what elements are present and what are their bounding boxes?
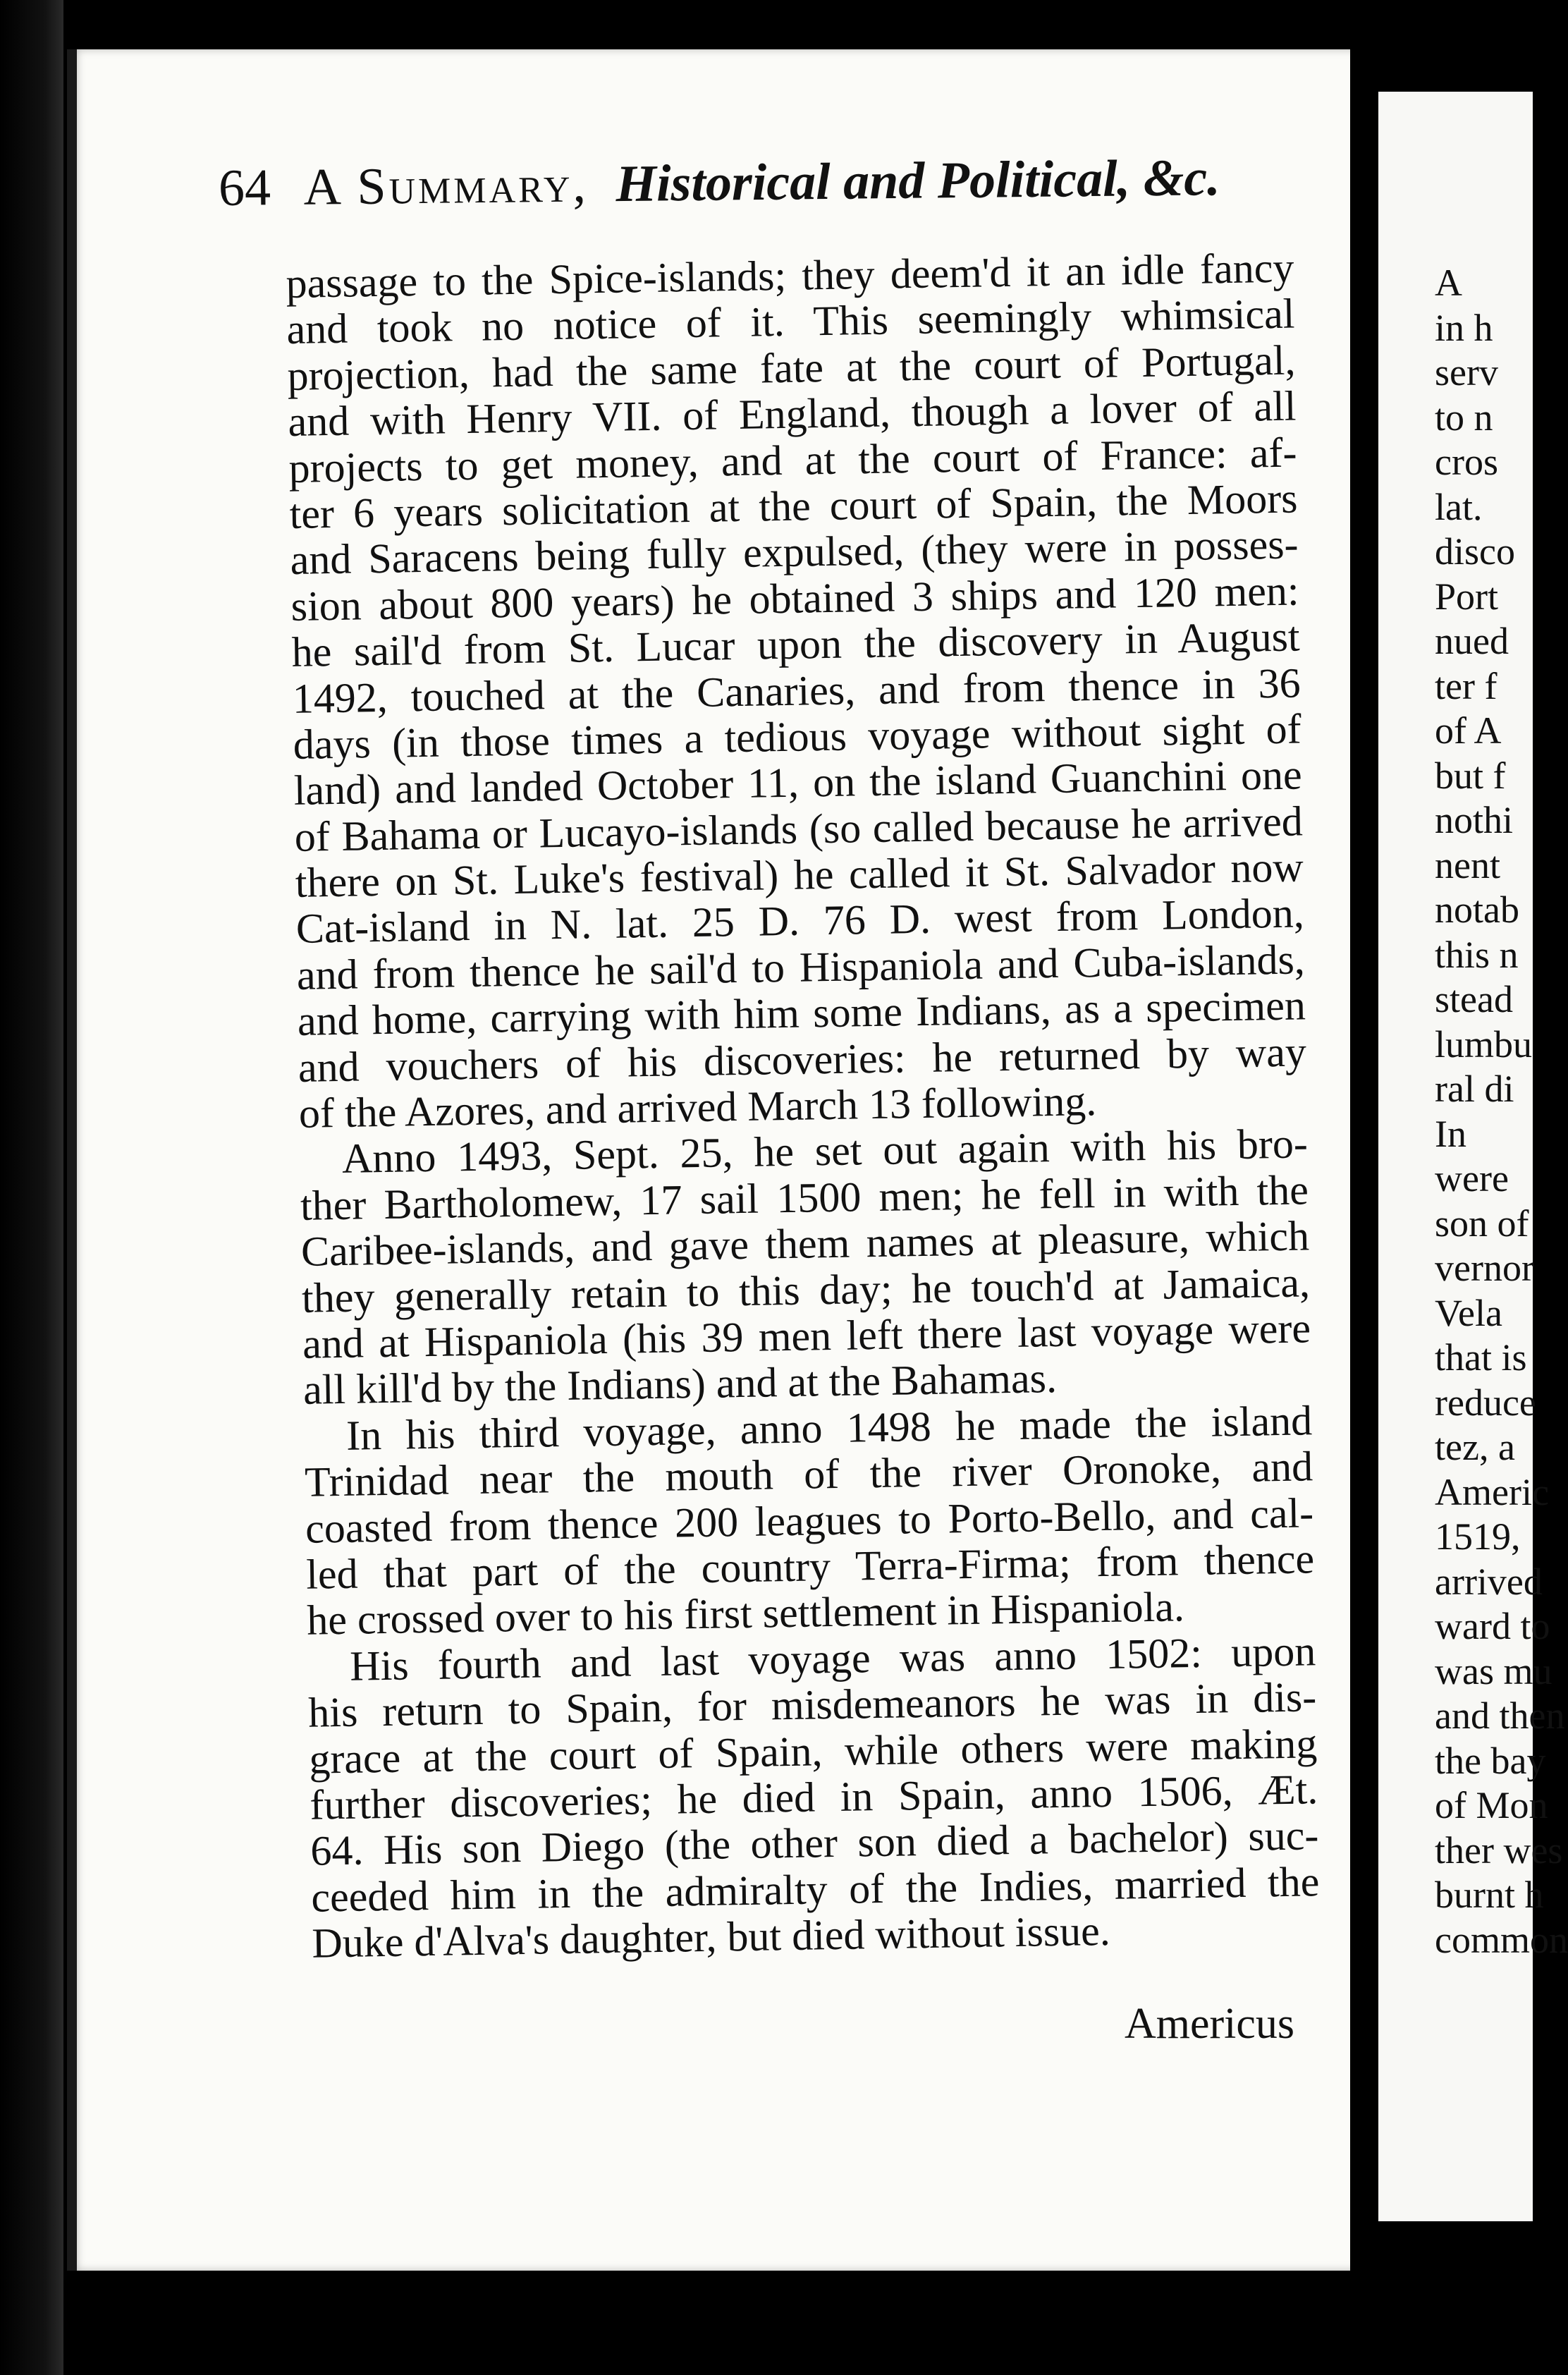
facing-line: ral di <box>1435 1068 1514 1110</box>
catchword: Americus <box>1125 2000 1295 2048</box>
facing-line: ward to <box>1435 1605 1550 1647</box>
facing-line: and then <box>1435 1695 1565 1737</box>
facing-line: in h <box>1435 306 1493 349</box>
text-line: of Bahama or Lucayo-islands (so called because he arrived <box>294 798 1304 860</box>
facing-line: nothi <box>1435 799 1514 841</box>
facing-line: to n <box>1435 396 1493 439</box>
facing-line: Port <box>1435 575 1499 618</box>
text-line: and at Hispaniola (his 39 men left there last voyage were <box>302 1305 1311 1367</box>
facing-line: 1519, <box>1435 1515 1521 1558</box>
text-line: Cat-island in N. lat. 25 D. 76 D. west from London, <box>295 889 1305 953</box>
text-line: and vouchers of his discoveries: he returned by way <box>298 1028 1307 1091</box>
text-line: and from thence he sail'd to Hispaniola and Cuba-islands, <box>296 936 1306 999</box>
text-line: 64. His son Diego (the other son died a bachelor) suc- <box>310 1812 1319 1874</box>
text-line: they generally retain to this day; he touch'd at Jamaica, <box>301 1258 1311 1321</box>
scan-edge-left <box>0 0 63 2375</box>
text-line: and took no notice of it. This seemingly whimsical <box>286 290 1295 353</box>
running-head <box>218 149 1319 217</box>
facing-line: In <box>1435 1112 1466 1155</box>
facing-line: vernor <box>1435 1247 1534 1289</box>
facing-line: notab <box>1435 889 1519 931</box>
text-line: land) and landed October 11, on the island Guanchini one <box>293 751 1303 814</box>
facing-line: this n <box>1435 933 1519 976</box>
facing-line: that is <box>1435 1336 1527 1379</box>
facing-line: burnt h <box>1435 1874 1544 1916</box>
text-line: ceeded him in the admiralty of the Indies, married the <box>310 1857 1320 1921</box>
text-line: Duke d'Alva's daughter, but died without issue. <box>311 1907 1111 1967</box>
facing-line: cros <box>1435 441 1498 483</box>
text-line: of the Azores, and arrived March 13 following. <box>298 1077 1097 1137</box>
text-line: all kill'd by the Indians) and at the Bahamas. <box>302 1355 1058 1414</box>
text-line: 1492, touched at the Canaries, and from thence in 36 <box>292 659 1301 722</box>
text-line: and Saracens being fully expulsed, (they were in posses- <box>290 520 1299 584</box>
text-line: projection, had the same fate at the court of Portugal, <box>287 336 1296 399</box>
facing-line: stead <box>1435 978 1513 1020</box>
facing-line: arrived <box>1435 1560 1543 1603</box>
text-line: In his third voyage, anno 1498 he made the island <box>345 1397 1313 1459</box>
running-title: A Summary, <box>303 155 589 216</box>
text-line: his return to Spain, for misdemeanors he was in dis- <box>307 1673 1317 1736</box>
facing-line: but f <box>1435 754 1506 797</box>
text-line: he sail'd from St. Lucar upon the discovery in August <box>291 613 1301 676</box>
facing-line: Vela <box>1435 1291 1502 1334</box>
facing-line: of Mon <box>1435 1784 1548 1826</box>
text-line: days (in those times a tedious voyage without sight of <box>293 705 1302 768</box>
text-line: led that part of the country Terra-Firma; from thence <box>305 1535 1315 1598</box>
text-line: ther Bartholomew, 17 sail 1500 men; he fell in with the <box>300 1166 1309 1229</box>
facing-line: Americ <box>1435 1470 1549 1513</box>
text-line: Caribee-islands, and gave them names at pleasure, which <box>300 1212 1310 1276</box>
text-line: grace at the court of Spain, while others were making <box>308 1719 1318 1783</box>
text-line: and with Henry VII. of England, though a lover of all <box>288 382 1297 446</box>
facing-line: son of <box>1435 1202 1529 1245</box>
running-subtitle: Historical and Political, &c. <box>615 149 1220 214</box>
text-line: Trinidad near the mouth of the river Oronoke, and <box>304 1443 1313 1506</box>
text-line: Anno 1493, Sept. 25, he set out again with his bro- <box>341 1120 1309 1183</box>
facing-line: lat. <box>1435 485 1483 528</box>
facing-line: reduce <box>1435 1381 1536 1424</box>
text-line: ter 6 years solicitation at the court of Spain, the Moors <box>289 475 1298 537</box>
text-line: there on St. Luke's festival) he called it St. Salvador now <box>295 843 1304 906</box>
text-line: sion about 800 years) he obtained 3 ships and 120 men: <box>290 567 1300 630</box>
text-line: projects to get money, and at the court of France: af- <box>288 429 1297 492</box>
text-line: His fourth and last voyage was anno 1502: upon <box>349 1628 1316 1690</box>
facing-line: nued <box>1435 620 1509 662</box>
facing-line: was mu <box>1435 1649 1552 1692</box>
facing-line: were <box>1435 1157 1509 1199</box>
text-line: and home, carrying with him some Indians, as a specimen <box>297 982 1306 1045</box>
facing-line: nent <box>1435 843 1500 886</box>
text-line: further discoveries; he died in Spain, anno 1506, Æt. <box>309 1766 1318 1828</box>
text-line: passage to the Spice-islands; they deem'd it an idle fancy <box>285 244 1294 307</box>
facing-line: tez, a <box>1435 1426 1515 1468</box>
facing-line: ther wes <box>1435 1828 1563 1872</box>
facing-page-text <box>1435 261 1568 1962</box>
facing-line: common <box>1435 1918 1568 1961</box>
facing-line: of A <box>1435 709 1502 752</box>
text-line: coasted from thence 200 leagues to Porto-Bello, and cal- <box>305 1489 1314 1552</box>
facing-line: disco <box>1435 530 1515 573</box>
facing-line: A <box>1435 262 1462 304</box>
facing-line: serv <box>1435 351 1498 393</box>
text-line: he crossed over to his first settlement in Hispaniola. <box>306 1583 1185 1644</box>
book-gutter <box>1350 0 1378 2375</box>
facing-line: the bay <box>1435 1739 1546 1782</box>
facing-line: lumbu <box>1435 1022 1533 1066</box>
body-text <box>286 245 1321 1967</box>
page-number: 64 <box>218 159 271 217</box>
facing-line: ter f <box>1435 664 1497 707</box>
